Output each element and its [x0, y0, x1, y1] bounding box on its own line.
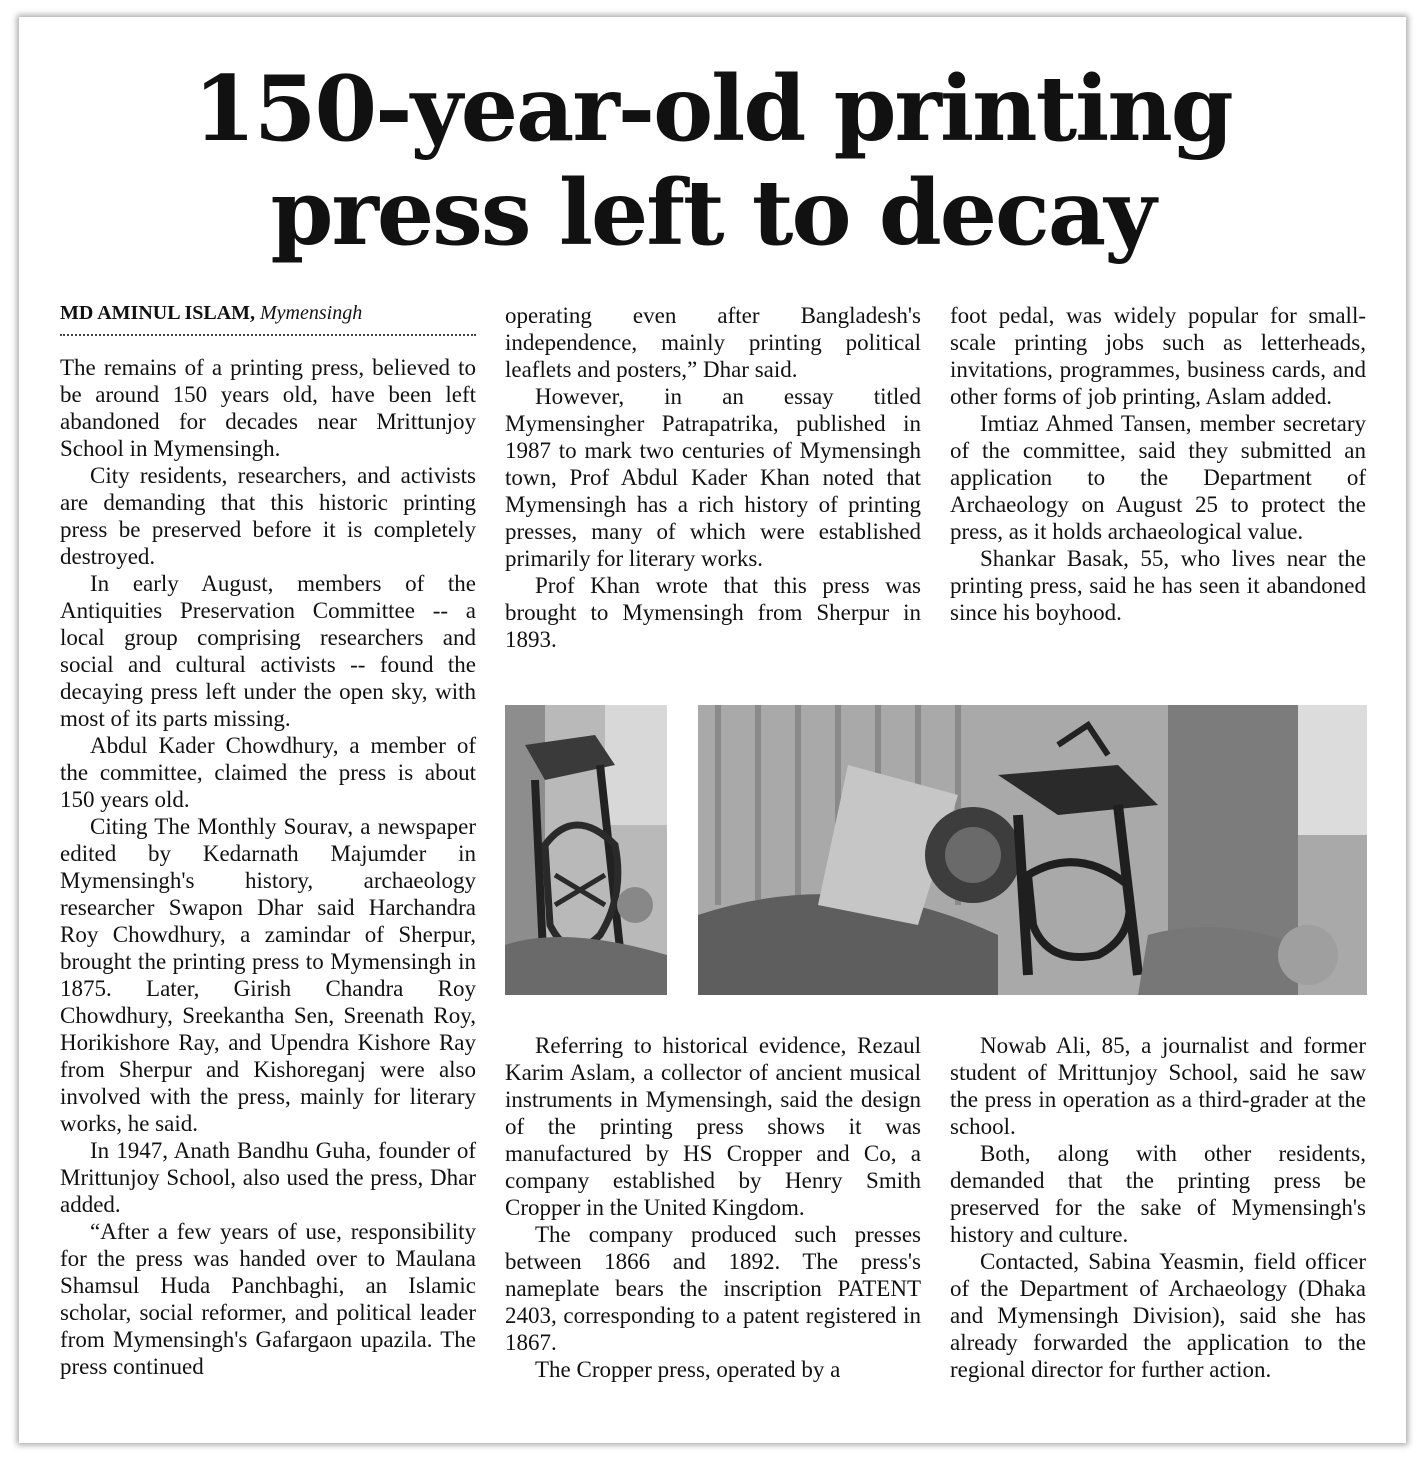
article-column-1	[60, 354, 476, 1380]
decayed-press-photo-icon	[698, 705, 1367, 995]
press-photo-left	[505, 705, 667, 995]
paragraph: Shankar Basak, 55, who lives near the printing press, said he has seen it abandoned since his boyhood.	[950, 546, 1366, 625]
paragraph: In 1947, Anath Bandhu Guha, founder of Mrittunjoy School, also used the press, Dhar added.	[60, 1138, 476, 1217]
paragraph: operating even after Bangladesh's independence, mainly printing political leaflets and posters,” Dhar said.	[505, 303, 921, 382]
paragraph: Nowab Ali, 85, a journalist and former student of Mrittunjoy School, said he saw the press in operation as a third-grader at the school.	[950, 1033, 1366, 1139]
paragraph: Imtiaz Ahmed Tansen, member secretary of the committee, said they submitted an application to the Department of Archaeology on August 25 to protect the press, as it holds archaeological value.	[950, 411, 1366, 544]
paragraph: foot pedal, was widely popular for small-scale printing jobs such as letterheads, invitations, programmes, business cards, and other forms of job printing, Aslam added.	[950, 303, 1366, 409]
article-column-3-top	[950, 302, 1366, 626]
article-column-2-bottom	[505, 1032, 921, 1383]
paragraph: City residents, researchers, and activists are demanding that this historic printing press be preserved before it is completely destroyed.	[60, 463, 476, 569]
paragraph: The Cropper press, operated by a	[535, 1357, 841, 1382]
byline	[60, 300, 476, 336]
paragraph: The company produced such presses between 1866 and 1892. The press's nameplate bears the inscription PATENT 2403, corresponding to a patent registered in 1867.	[505, 1222, 921, 1355]
press-frame-photo-icon	[505, 705, 667, 995]
paragraph: Both, along with other residents, demanded that the printing press be preserved for the sake of Mymensingh's history and culture.	[950, 1141, 1366, 1247]
paragraph: In early August, members of the Antiquities Preservation Committee -- a local group comprising researchers and social and cultural activists -- found the decaying press left under the open sky, with most of its parts missing.	[60, 571, 476, 731]
paragraph: Contacted, Sabina Yeasmin, field officer of the Department of Archaeology (Dhaka and Mymensingh Division), said she has already forwarded the application to the regional director for further action.	[950, 1249, 1366, 1382]
byline-place: Mymensingh	[260, 302, 363, 324]
article-column-2-top	[505, 302, 921, 653]
paragraph: However, in an essay titled Mymensingher Patrapatrika, published in 1987 to mark two centuries of Mymensingh town, Prof Abdul Kader Khan noted that Mymensingh has a rich history of printing presses, many of which were established primarily for literary works.	[505, 384, 921, 571]
headline-line-2: press left to decay	[270, 160, 1155, 266]
headline	[19, 57, 1406, 265]
paragraph: Referring to historical evidence, Rezaul Karim Aslam, a collector of ancient musical instruments in Mymensingh, said the design of the printing press shows it was manufactured by HS Cropper and Co, a company established by Henry Smith Cropper in the United Kingdom.	[505, 1033, 921, 1220]
newspaper-clipping	[19, 17, 1406, 1443]
article-column-3-bottom	[950, 1032, 1366, 1383]
byline-author: MD AMINUL ISLAM,	[60, 302, 256, 324]
paragraph: “After a few years of use, responsibility for the press was handed over to Maulana Shamsul Huda Panchbaghi, an Islamic scholar, social reformer, and political leader from Mymensingh's Gafargaon upazila. The press continued	[60, 1219, 476, 1379]
paragraph: Prof Khan wrote that this press was brought to Mymensingh from Sherpur in 1893.	[505, 573, 921, 652]
paragraph: Citing The Monthly Sourav, a newspaper edited by Kedarnath Majumder in Mymensingh's history, archaeology researcher Swapon Dhar said Harchandra Roy Chowdhury, a zamindar of Sherpur, brought the printing press to Mymensingh in 1875. Later, Girish Chandra Roy Chowdhury, Sreekantha Sen, Sreenath Roy, Horikishore Ray, and Upendra Kishore Ray from Sherpur and Kishoreganj were also involved with the press, mainly for literary works, he said.	[60, 814, 476, 1136]
headline-line-1: 150-year-old printing	[193, 56, 1232, 162]
press-photo-right	[698, 705, 1367, 995]
paragraph: The remains of a printing press, believed to be around 150 years old, have been left abandoned for decades near Mrittunjoy School in Mymensingh.	[60, 355, 476, 461]
paragraph: Abdul Kader Chowdhury, a member of the committee, claimed the press is about 150 years old.	[60, 733, 476, 812]
